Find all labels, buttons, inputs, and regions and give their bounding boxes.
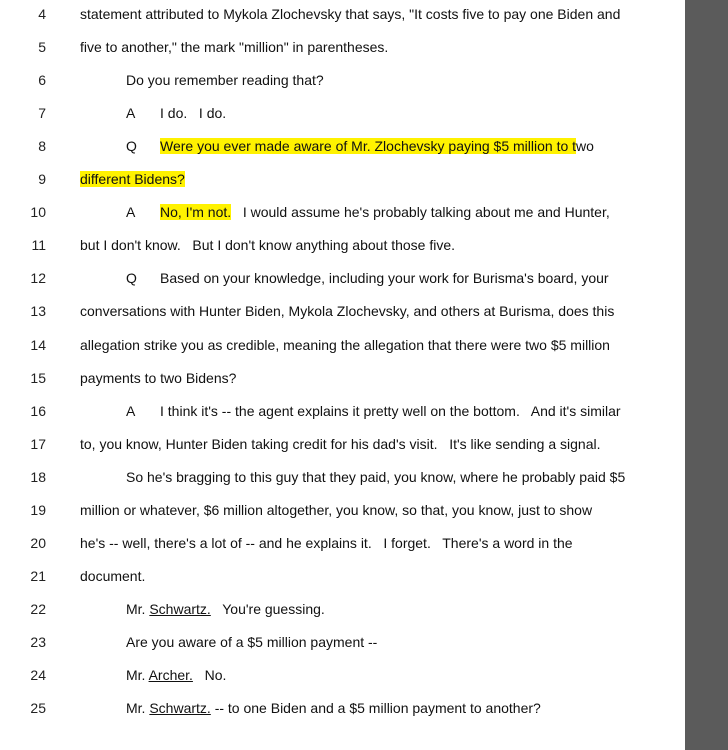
line-number: 9 (38, 171, 46, 187)
transcript-line (0, 69, 685, 91)
line-text: I do. I do. (160, 105, 227, 121)
speaker-label: A (126, 105, 136, 121)
line-text: five to another," the mark "million" in parentheses. (80, 39, 389, 55)
highlighted-text: No, I'm not. (160, 204, 232, 220)
line-text: but I don't know. But I don't know anything about those five. (80, 237, 456, 253)
line-number: 18 (30, 469, 46, 485)
speaker-prefix: Mr. (126, 601, 150, 617)
transcript-line (0, 102, 685, 124)
line-number: 22 (30, 601, 46, 617)
line-number: 25 (30, 700, 46, 716)
transcript-line (0, 664, 685, 686)
transcript-line (0, 300, 685, 322)
transcript-line (0, 499, 685, 521)
line-text: conversations with Hunter Biden, Mykola Zlochevsky, and others at Burisma, does this (80, 303, 615, 319)
line-number: 12 (30, 270, 46, 286)
line-number: 6 (38, 72, 46, 88)
line-number: 7 (38, 105, 46, 121)
line-text (126, 598, 325, 620)
speaker-prefix: Mr. (126, 700, 150, 716)
speaker-prefix: Mr. (126, 667, 149, 683)
transcript-line (0, 234, 685, 256)
highlighted-text: Were you ever made aware of Mr. Zlochevsky paying $5 million to t (160, 138, 577, 154)
line-text: Based on your knowledge, including your work for Burisma's board, your (160, 270, 609, 286)
line-text: I think it's -- the agent explains it pretty well on the bottom. And it's similar (160, 403, 621, 419)
transcript-line (0, 631, 685, 653)
line-text (160, 201, 610, 223)
transcript-line (0, 532, 685, 554)
line-number: 21 (30, 568, 46, 584)
line-text (126, 664, 226, 686)
transcript-line (0, 36, 685, 58)
line-text-rest: wo (576, 138, 594, 154)
line-text-rest: -- to one Biden and a $5 million payment to another? (210, 700, 541, 716)
speaker-label: Q (126, 138, 137, 154)
transcript-line (0, 135, 685, 157)
speaker-label: Q (126, 270, 137, 286)
transcript-line (0, 334, 685, 356)
line-number: 10 (30, 204, 46, 220)
line-number: 11 (31, 237, 46, 253)
transcript-line (0, 400, 685, 422)
transcript-line (0, 168, 685, 190)
line-text: document. (80, 568, 146, 584)
line-text-rest: You're guessing. (210, 601, 325, 617)
transcript-line (0, 466, 685, 488)
line-text: payments to two Bidens? (80, 370, 237, 386)
line-text-rest: I would assume he's probably talking about me and Hunter, (231, 204, 610, 220)
line-number: 4 (38, 6, 46, 22)
speaker-name: Archer. (148, 667, 193, 683)
line-number: 23 (30, 634, 46, 650)
line-text (160, 135, 594, 157)
viewer-background-gutter (685, 0, 728, 750)
transcript-line (0, 433, 685, 455)
transcript-line (0, 267, 685, 289)
line-text: he's -- well, there's a lot of -- and he explains it. I forget. There's a word in the (80, 535, 573, 551)
transcript-line (0, 697, 685, 719)
transcript-line (0, 367, 685, 389)
line-text: to, you know, Hunter Biden taking credit for his dad's visit. It's like sending a signal. (80, 436, 601, 452)
line-text: million or whatever, $6 million altogether, you know, so that, you know, just to show (80, 502, 593, 518)
line-text: allegation strike you as credible, meaning the allegation that there were two $5 million (80, 337, 610, 353)
speaker-name: Schwartz. (149, 601, 211, 617)
line-number: 16 (30, 403, 46, 419)
line-number: 17 (30, 436, 46, 452)
line-number: 5 (38, 39, 46, 55)
transcript-line (0, 565, 685, 587)
line-text: statement attributed to Mykola Zlochevsky that says, "It costs five to pay one Biden and (80, 6, 621, 22)
line-number: 8 (38, 138, 46, 154)
transcript-line (0, 201, 685, 223)
speaker-label: A (126, 403, 136, 419)
line-text (126, 697, 541, 719)
line-number: 20 (30, 535, 46, 551)
line-text-rest: No. (192, 667, 227, 683)
line-number: 13 (30, 303, 46, 319)
line-text: Do you remember reading that? (126, 72, 324, 88)
transcript-line (0, 3, 685, 25)
line-number: 14 (30, 337, 46, 353)
line-text: Are you aware of a $5 million payment -- (126, 634, 378, 650)
line-text: So he's bragging to this guy that they paid, you know, where he probably paid $5 (126, 469, 626, 485)
line-text (80, 168, 185, 190)
speaker-name: Schwartz. (149, 700, 211, 716)
speaker-label: A (126, 204, 136, 220)
transcript-line (0, 598, 685, 620)
highlighted-text: different Bidens? (80, 171, 185, 187)
line-number: 15 (30, 370, 46, 386)
line-number: 24 (30, 667, 46, 683)
line-number: 19 (30, 502, 46, 518)
